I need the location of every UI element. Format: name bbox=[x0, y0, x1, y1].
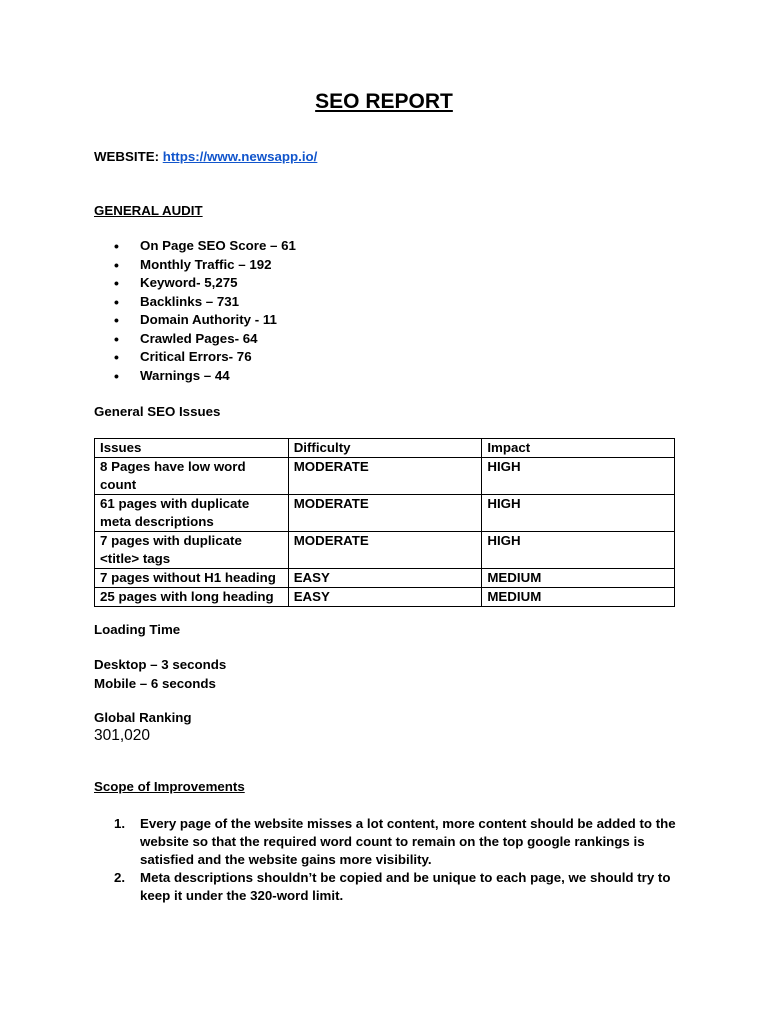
website-line bbox=[94, 148, 317, 166]
audit-item: • Warnings – 44 bbox=[94, 367, 296, 386]
table-cell: HIGH bbox=[482, 458, 675, 495]
website-label: WEBSITE: bbox=[94, 149, 160, 164]
column-header: Difficulty bbox=[288, 439, 482, 458]
column-header: Issues bbox=[95, 439, 289, 458]
mobile-load-time: Mobile – 6 seconds bbox=[94, 676, 216, 691]
audit-item: • Crawled Pages- 64 bbox=[94, 330, 296, 349]
improvement-item: 1. Every page of the website misses a lot content, more content should be added to the website so that the required word count to remain on the top google rankings is satisfied and the website gains more visibility. bbox=[114, 816, 676, 867]
improvement-text: Meta descriptions shouldn’t be copied and be unique to each page, we should try to keep it under the 320-word limit. bbox=[140, 870, 671, 903]
table-cell: 61 pages with duplicate meta descriptions bbox=[95, 495, 289, 532]
table-cell: 8 Pages have low word count bbox=[95, 458, 289, 495]
table-cell: 25 pages with long heading bbox=[95, 588, 289, 607]
improvements-heading: Scope of Improvements bbox=[94, 779, 245, 794]
global-ranking-heading: Global Ranking bbox=[94, 710, 192, 725]
audit-list bbox=[94, 237, 296, 385]
loading-time-heading: Loading Time bbox=[94, 622, 181, 637]
table-cell: MEDIUM bbox=[482, 569, 675, 588]
table-cell: HIGH bbox=[482, 495, 675, 532]
column-header: Impact bbox=[482, 439, 675, 458]
seo-issues-table bbox=[94, 438, 675, 607]
table-header-row bbox=[95, 439, 675, 458]
table-row bbox=[95, 458, 675, 495]
audit-item: • Monthly Traffic – 192 bbox=[94, 256, 296, 275]
table-row bbox=[95, 495, 675, 532]
table-row bbox=[95, 569, 675, 588]
table-cell: MEDIUM bbox=[482, 588, 675, 607]
audit-item: • Backlinks – 731 bbox=[94, 293, 296, 312]
table-row bbox=[95, 532, 675, 569]
table-cell: MODERATE bbox=[288, 532, 482, 569]
table-cell: EASY bbox=[288, 588, 482, 607]
website-link[interactable]: https://www.newsapp.io/ bbox=[162, 149, 318, 164]
audit-item: • Domain Authority - 11 bbox=[94, 311, 296, 330]
table-cell: HIGH bbox=[482, 532, 675, 569]
audit-item: • Keyword- 5,275 bbox=[94, 274, 296, 293]
table-cell: EASY bbox=[288, 569, 482, 588]
table-cell: 7 pages without H1 heading bbox=[95, 569, 289, 588]
general-audit-heading: GENERAL AUDIT bbox=[94, 203, 203, 218]
desktop-load-time: Desktop – 3 seconds bbox=[94, 657, 227, 672]
page-title: SEO REPORT bbox=[315, 90, 453, 113]
audit-item: • Critical Errors- 76 bbox=[94, 348, 296, 367]
audit-item: • On Page SEO Score – 61 bbox=[94, 237, 296, 256]
improvement-item: 2. Meta descriptions shouldn’t be copied and be unique to each page, we should try to keep it under the 320-word limit. bbox=[114, 870, 671, 903]
global-ranking-value: 301,020 bbox=[94, 727, 151, 744]
improvement-text: Every page of the website misses a lot content, more content should be added to the website so that the required word count to remain on the top google rankings is satisfied and the website gains more visibility. bbox=[140, 816, 676, 867]
improvements-list bbox=[94, 815, 684, 905]
seo-issues-heading: General SEO Issues bbox=[94, 404, 221, 419]
table-cell: MODERATE bbox=[288, 495, 482, 532]
table-cell: 7 pages with duplicate <title> tags bbox=[95, 532, 289, 569]
table-row bbox=[95, 588, 675, 607]
table-cell: MODERATE bbox=[288, 458, 482, 495]
